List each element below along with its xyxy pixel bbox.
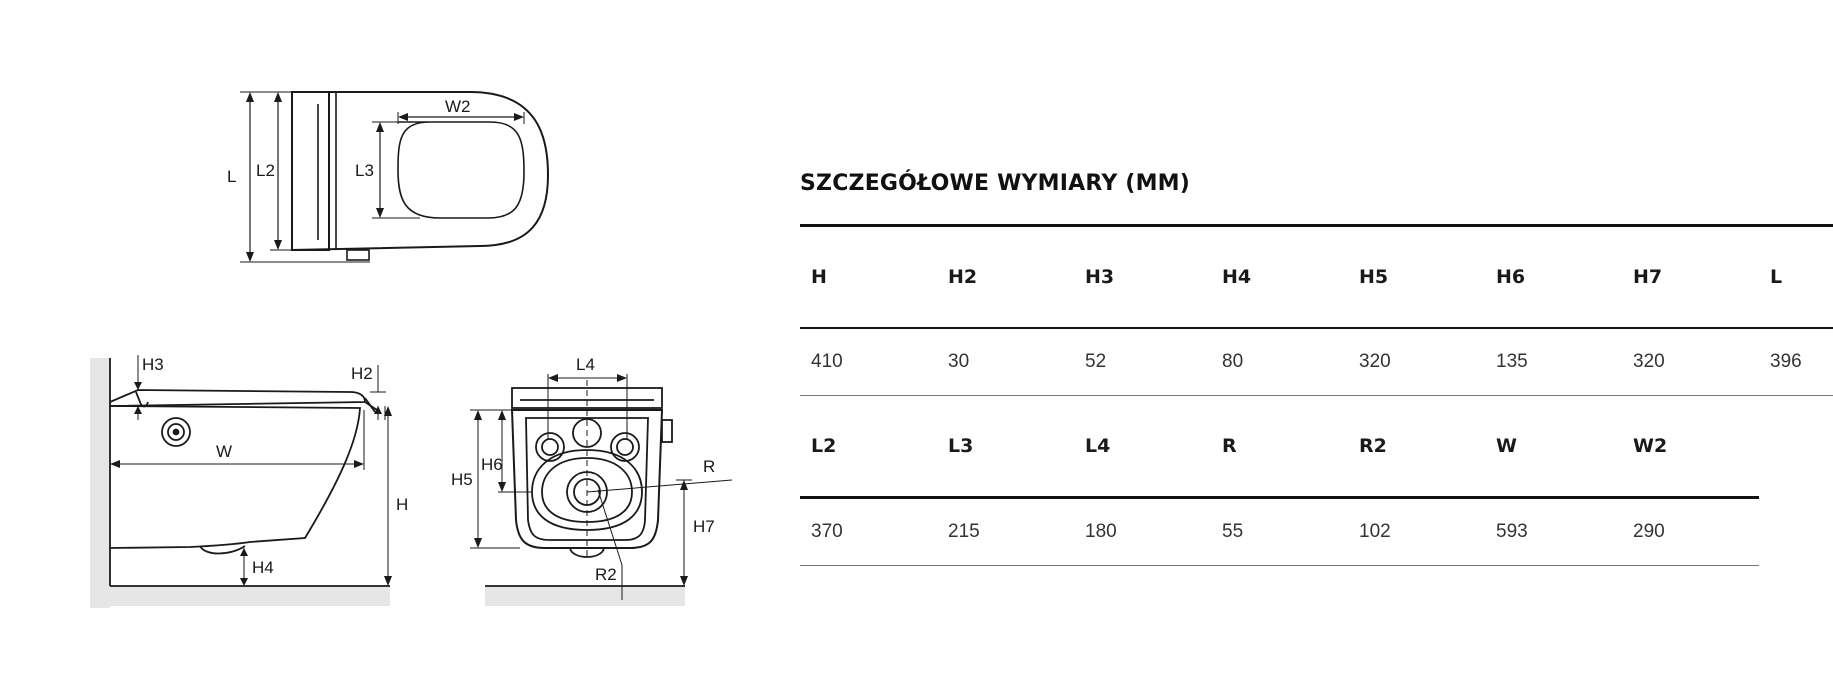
dim-label-L2: L2 — [256, 161, 275, 180]
value-cell: 102 — [1348, 498, 1485, 566]
header-cell: R2 — [1348, 396, 1485, 498]
dim-label-L4: L4 — [576, 355, 595, 374]
dim-label-L: L — [227, 167, 237, 186]
value-cell: 320 — [1348, 328, 1485, 396]
header-cell: H2 — [937, 226, 1074, 329]
value-cell: 396 — [1759, 328, 1833, 396]
value-cell: 290 — [1622, 498, 1759, 566]
value-cell: 410 — [800, 328, 937, 396]
dim-label-H5: H5 — [451, 470, 473, 489]
header-cell: W — [1485, 396, 1622, 498]
dim-label-R: R — [703, 457, 716, 476]
dim-label-H7: H7 — [693, 517, 715, 536]
value-cell: 320 — [1622, 328, 1759, 396]
header-cell: H6 — [1485, 226, 1622, 329]
value-cell: 55 — [1211, 498, 1348, 566]
top-view-drawing — [240, 92, 548, 262]
header-cell: H3 — [1074, 226, 1211, 329]
dim-label-R2: R2 — [595, 565, 617, 584]
header-cell: H5 — [1348, 226, 1485, 329]
dim-label-H2: H2 — [351, 364, 373, 383]
dim-label-H6: H6 — [481, 455, 503, 474]
spec-title: SZCZEGÓŁOWE WYMIARY (MM) — [800, 171, 1191, 196]
table-header-row — [800, 396, 1833, 498]
value-cell: 52 — [1074, 328, 1211, 396]
header-cell: H7 — [1622, 226, 1759, 329]
value-cell: 180 — [1074, 498, 1211, 566]
table-header-row — [800, 226, 1833, 329]
header-cell: H — [800, 226, 937, 329]
dim-label-H3: H3 — [142, 355, 164, 374]
technical-drawings — [0, 0, 760, 687]
value-cell: 370 — [800, 498, 937, 566]
empty-cell — [1759, 498, 1833, 566]
value-cell: 80 — [1211, 328, 1348, 396]
header-cell: L3 — [937, 396, 1074, 498]
dim-label-W: W — [216, 442, 233, 461]
dim-label-W2: W2 — [445, 97, 471, 116]
dim-label-H4: H4 — [252, 558, 274, 577]
header-cell: W2 — [1622, 396, 1759, 498]
header-cell: R — [1211, 396, 1348, 498]
empty-cell — [1759, 396, 1833, 498]
side-view-drawing — [90, 355, 392, 608]
value-cell: 215 — [937, 498, 1074, 566]
value-cell: 30 — [937, 328, 1074, 396]
dimensions-table — [800, 224, 1833, 566]
dim-label-H: H — [396, 495, 409, 514]
header-cell: L2 — [800, 396, 937, 498]
table-value-row — [800, 498, 1833, 566]
header-cell: H4 — [1211, 226, 1348, 329]
value-cell: 135 — [1485, 328, 1622, 396]
dim-label-L3: L3 — [355, 161, 374, 180]
dimensions-spec — [800, 168, 1815, 566]
table-value-row — [800, 328, 1833, 396]
header-cell: L — [1759, 226, 1833, 329]
value-cell: 593 — [1485, 498, 1622, 566]
header-cell: L4 — [1074, 396, 1211, 498]
